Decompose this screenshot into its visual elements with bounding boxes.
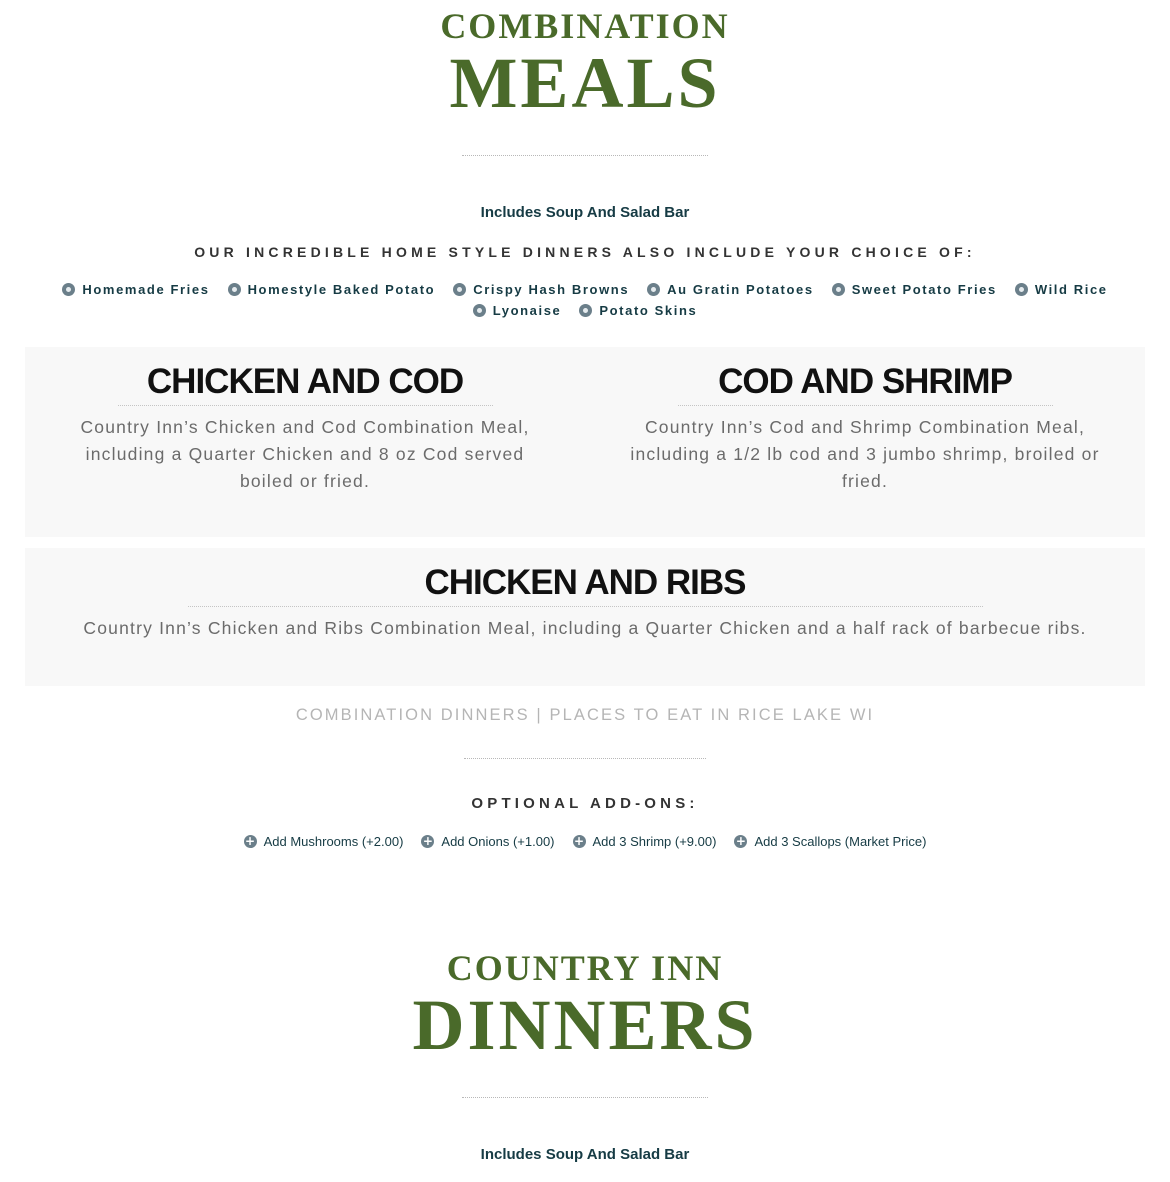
combination-heading: [0, 6, 1170, 123]
meal-title-divider: [188, 606, 983, 607]
meal-card-row-1: [25, 347, 1145, 537]
addon-label: Add 3 Scallops (Market Price): [754, 834, 927, 849]
combination-includes: Includes Soup And Salad Bar: [480, 204, 690, 221]
combination-heading-big: MEALS: [449, 43, 721, 123]
meal-card-row-2: [25, 548, 1145, 686]
dinners-heading: [0, 948, 1170, 1065]
meal-chicken-and-ribs: [25, 565, 1145, 642]
meal-title: COD AND SHRIMP: [718, 362, 1012, 401]
meal-description: Country Inn’s Chicken and Cod Combination Meal, including a Quarter Chicken and 8 oz Cod served boiled or fried.: [80, 417, 530, 491]
side-option[interactable]: [473, 303, 562, 318]
meal-description: Country Inn’s Chicken and Ribs Combination Meal, including a Quarter Chicken and a half rack of barbecue ribs.: [83, 618, 1087, 638]
dinners-includes: Includes Soup And Salad Bar: [480, 1146, 690, 1163]
side-option[interactable]: [62, 282, 209, 297]
radio-dot-icon: [832, 283, 845, 296]
addon-options: [0, 834, 1170, 849]
meal-title-divider: [118, 405, 493, 406]
meal-cod-and-shrimp: [620, 364, 1110, 495]
meal-description: Country Inn’s Cod and Shrimp Combination Meal, including a 1/2 lb cod and 3 jumbo shrimp, broiled or fried.: [630, 417, 1100, 491]
side-option-label: Sweet Potato Fries: [851, 282, 997, 297]
side-option-label: Wild Rice: [1034, 282, 1108, 297]
meal-chicken-and-cod: [65, 364, 545, 495]
addon-option[interactable]: [244, 834, 404, 849]
meal-title: CHICKEN AND RIBS: [424, 563, 746, 602]
radio-dot-icon: [579, 304, 592, 317]
addon-option[interactable]: [421, 834, 554, 849]
side-option[interactable]: [228, 282, 436, 297]
side-option-label: Crispy Hash Browns: [473, 282, 630, 297]
side-options: [35, 282, 1135, 318]
plus-circle-icon: +: [573, 834, 585, 848]
side-option[interactable]: [453, 282, 629, 297]
addon-option[interactable]: [573, 834, 717, 849]
side-option[interactable]: [1015, 282, 1108, 297]
plus-circle-icon: +: [735, 834, 746, 848]
side-option-label: Homestyle Baked Potato: [247, 282, 436, 297]
dinners-heading-divider: [462, 1097, 708, 1098]
dinners-heading-top: COUNTRY INN: [446, 948, 724, 988]
choice-intro: OUR INCREDIBLE HOME STYLE DINNERS ALSO INCLUDE YOUR CHOICE OF:: [194, 244, 976, 260]
meal-title: CHICKEN AND COD: [146, 362, 464, 401]
combination-heading-top: COMBINATION: [440, 6, 730, 46]
side-option-label: Homemade Fries: [82, 282, 210, 297]
seo-caption: COMBINATION DINNERS | PLACES TO EAT IN RICE LAKE WI: [295, 706, 875, 724]
combination-heading-divider: [462, 155, 708, 156]
addons-divider: [464, 758, 706, 759]
plus-circle-icon: +: [422, 834, 433, 848]
radio-dot-icon: [1015, 283, 1028, 296]
plus-circle-icon: +: [245, 834, 256, 848]
addon-label: Add Mushrooms (+2.00): [263, 834, 404, 849]
side-option-label: Au Gratin Potatoes: [667, 282, 814, 297]
side-option[interactable]: [647, 282, 814, 297]
addon-label: Add 3 Shrimp (+9.00): [592, 834, 717, 849]
radio-dot-icon: [453, 283, 466, 296]
radio-dot-icon: [473, 304, 486, 317]
radio-dot-icon: [62, 283, 75, 296]
dinners-heading-big: DINNERS: [412, 985, 758, 1065]
radio-dot-icon: [647, 283, 660, 296]
side-option-label: Lyonaise: [492, 303, 562, 318]
meal-title-divider: [678, 405, 1053, 406]
side-option[interactable]: [579, 303, 697, 318]
side-option-label: Potato Skins: [599, 303, 698, 318]
side-option[interactable]: [832, 282, 997, 297]
radio-dot-icon: [228, 283, 241, 296]
addon-option[interactable]: [734, 834, 926, 849]
addons-title: OPTIONAL ADD-ONS:: [471, 795, 699, 812]
addon-label: Add Onions (+1.00): [441, 834, 555, 849]
